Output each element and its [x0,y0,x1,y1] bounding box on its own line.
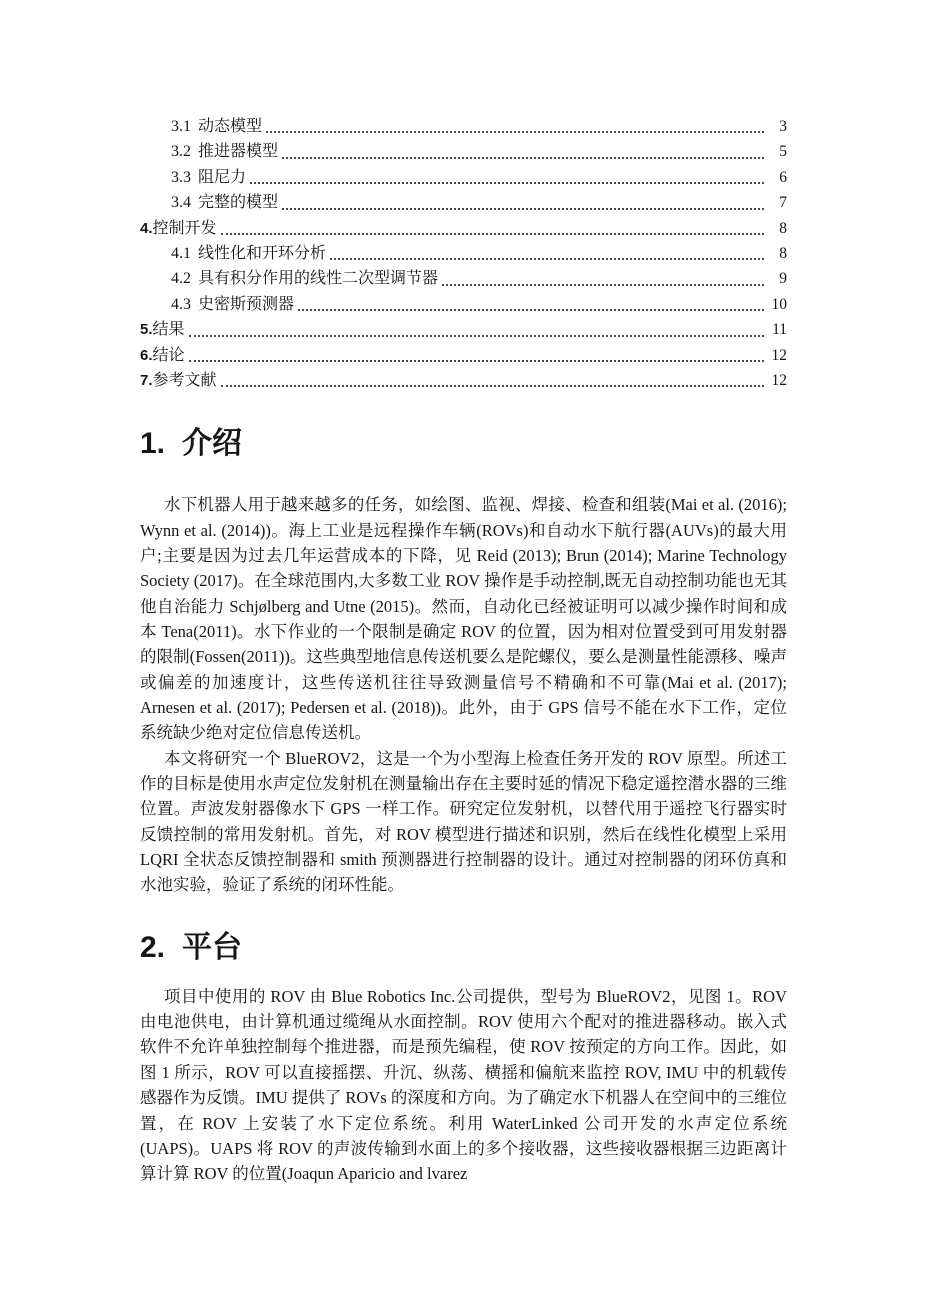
section-title: 平台 [182,930,243,964]
toc-page-number: 10 [771,295,787,313]
toc-page-number: 5 [779,143,787,161]
dot-leader [189,360,764,362]
toc-page-number: 12 [771,346,787,364]
section-platform [140,926,787,1187]
dot-leader [282,157,764,159]
toc-entry-3-3[interactable] [140,164,787,189]
toc-entry-number: 3.2 [171,143,191,161]
toc-entry-4-3[interactable] [140,291,787,316]
toc-entry-label: 参考文献 [152,371,217,389]
section-number: 2. [140,930,166,964]
toc-entry-label: 结论 [152,346,185,364]
toc-entry-label: 完整的模型 [198,194,279,212]
dot-leader [250,182,764,184]
toc-entry-number: 4.1 [171,244,191,262]
toc-entry-number: 6. [140,346,153,364]
toc-entry-label: 推进器模型 [198,143,279,161]
toc-page-number: 3 [779,118,787,135]
toc-page-number: 11 [772,321,787,339]
dot-leader [330,258,764,260]
toc-entry-number: 4.3 [171,295,191,313]
dot-leader [282,208,764,210]
toc-entry-3-2[interactable] [140,138,787,163]
section-heading-platform [140,926,787,970]
dot-leader [298,309,764,311]
dot-leader [221,385,764,387]
toc-entry-3-4[interactable] [140,189,787,214]
intro-paragraph-2: 本文将研究一个 BlueROV2，这是一个为小型海上检查任务开发的 ROV 原型。所述工作的目标是使用水声定位发射机在测量输出存在主要时延的情况下稳定遥控潜水器的三维位置。声波发射器像水下 GPS 一样工作。研究定位发射机，以替代用于遥控飞行器实时反馈控制的常用发射机。首先，对 ROV 模型进行描述和识别，然后在线性化模型上采用 LQRI 全状态反馈控制器和 smith 预测器进行控制器的设计。通过对控制器的闭环仿真和水池实验，验证了系统的闭环性能。 [140,748,787,895]
table-of-contents [140,113,787,392]
toc-page-number: 8 [779,219,787,237]
toc-entry-number: 3.1 [171,118,191,135]
toc-entry-5[interactable] [140,316,787,341]
section-heading-introduction [140,422,787,466]
toc-entry-label: 控制开发 [152,219,217,237]
toc-entry-label: 阻尼力 [198,168,247,186]
toc-entry-number: 5. [140,321,153,339]
toc-page-number: 12 [771,371,787,389]
toc-entry-number: 3.4 [171,194,191,212]
toc-entry-label: 具有积分作用的线性二次型调节器 [198,270,439,288]
dot-leader [266,131,764,133]
toc-entry-4[interactable] [140,215,787,240]
toc-entry-label: 结果 [152,321,185,339]
toc-entry-7[interactable] [140,367,787,392]
toc-entry-number: 4.2 [171,270,191,288]
toc-entry-number: 7. [140,371,153,389]
toc-page-number: 8 [779,244,787,262]
dot-leader [221,233,764,235]
toc-entry-label: 史密斯预测器 [198,295,295,313]
intro-paragraph-1: 水下机器人用于越来越多的任务，如绘图、监视、焊接、检查和组装(Mai et al. (2016); Wynn et al. (2014))。海上工业是远程操作车辆(ROVs)和自动水下航行器(AUVs)的最大用户;主要是因为过去几年运营成本的下降，见 Reid (2013); Brun (2014); Marine Technology Society (2017)。在全球范围内,大多数工业 ROV 操作是手动控制,既无自动控制功能也无其他自治能力 Schjølberg and Utne (2015)。然而，自动化已经被证明可以减少操作时间和成本 Tena(2011)。水下作业的一个限制是确定 ROV 的位置，因为相对位置受到可用发射器的限制(Fossen(2011))。这些典型地信息传送机要么是陀螺仪，要么是测量性能漂移、噪声或偏差的加速度计，这些传送机往往导致测量信号不精确和不可靠(Mai et al. (2017); Arnesen et al. (2017); Pedersen et al. (2018))。此外，由于 GPS 信号不能在水下工作，定位系统缺少绝对定位信息传送机。 [140,495,787,743]
toc-entry-number: 3.3 [171,168,191,186]
section-title: 介绍 [182,427,243,461]
toc-entry-4-2[interactable] [140,265,787,290]
section-introduction [140,422,787,898]
dot-leader [189,335,764,337]
toc-entry-label: 动态模型 [198,118,263,135]
toc-entry-label: 线性化和开环分析 [198,244,327,262]
toc-page-number: 6 [779,168,787,186]
dot-leader [442,284,764,286]
toc-entry-6[interactable] [140,342,787,367]
toc-page-number: 9 [779,270,787,288]
toc-entry-3-1[interactable] [140,113,787,138]
toc-entry-number: 4. [140,219,153,237]
platform-paragraph-1: 项目中使用的 ROV 由 Blue Robotics Inc.公司提供，型号为 BlueROV2，见图 1。ROV 由电池供电，由计算机通过缆绳从水面控制。ROV 使用六个配对的推进器移动。嵌入式软件不允许单独控制每个推进器，而是预先编程，使 ROV 按预定的方向工作。因此，如图 1 所示，ROV 可以直接摇摆、升沉、纵荡、横摇和偏航来监控 ROV, IMU 中的机载传感器作为反馈。IMU 提供了 ROVs 的深度和方向。为了确定水下机器人在空间中的三维位置，在 ROV 上安装了水下定位系统。利用 WaterLinked 公司开发的水声定位系统(UAPS)。UAPS 将 ROV 的声波传输到水面上的多个接收器，这些接收器根据三边距离计算计算 ROV 的位置(Joaqun Aparicio and lvarez [140,986,787,1184]
toc-page-number: 7 [779,194,787,212]
toc-entry-4-1[interactable] [140,240,787,265]
section-number: 1. [140,427,166,461]
